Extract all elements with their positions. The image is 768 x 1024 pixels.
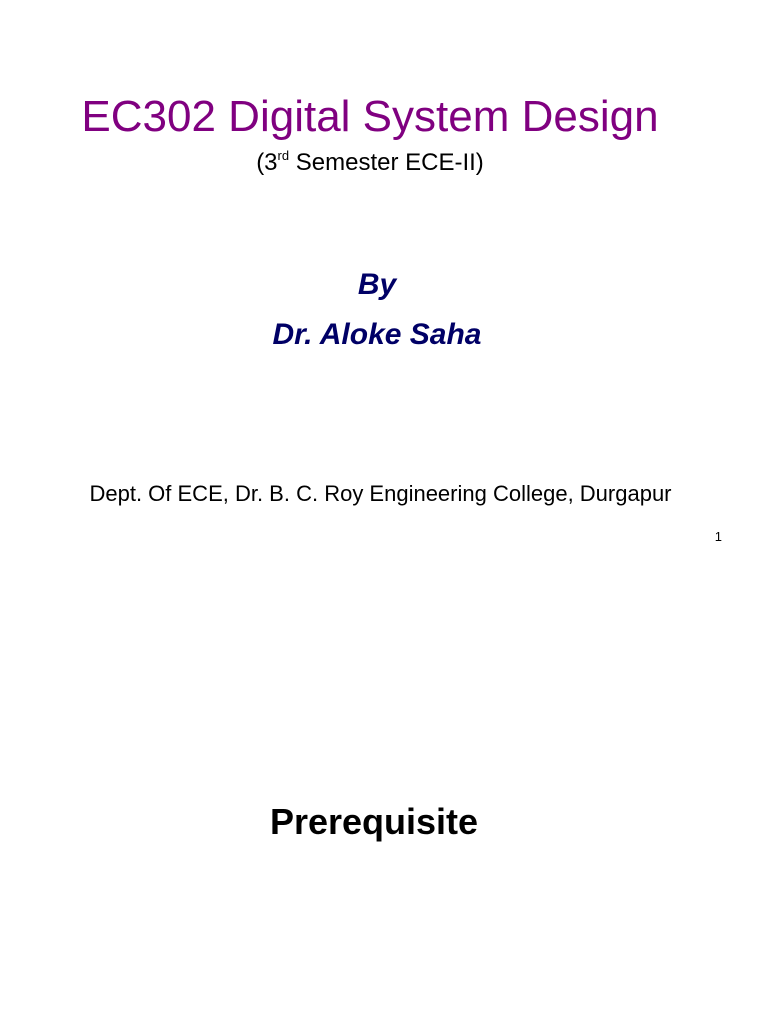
- page-number: 1: [714, 529, 722, 544]
- affiliation: Dept. Of ECE, Dr. B. C. Roy Engineering College, Durgapur: [89, 481, 672, 506]
- subtitle-suffix: Semester ECE-II): [289, 149, 484, 176]
- slide-subtitle: [0, 147, 740, 179]
- by-label: By: [357, 268, 397, 301]
- subtitle-superscript: rd: [277, 148, 290, 163]
- subtitle-prefix: (3: [256, 149, 278, 176]
- slide-title: EC302 Digital System Design: [81, 92, 659, 141]
- author-name: Dr. Aloke Saha: [272, 318, 482, 351]
- slide-2: [0, 560, 768, 1024]
- slide-2-title: Prerequisite: [269, 801, 479, 842]
